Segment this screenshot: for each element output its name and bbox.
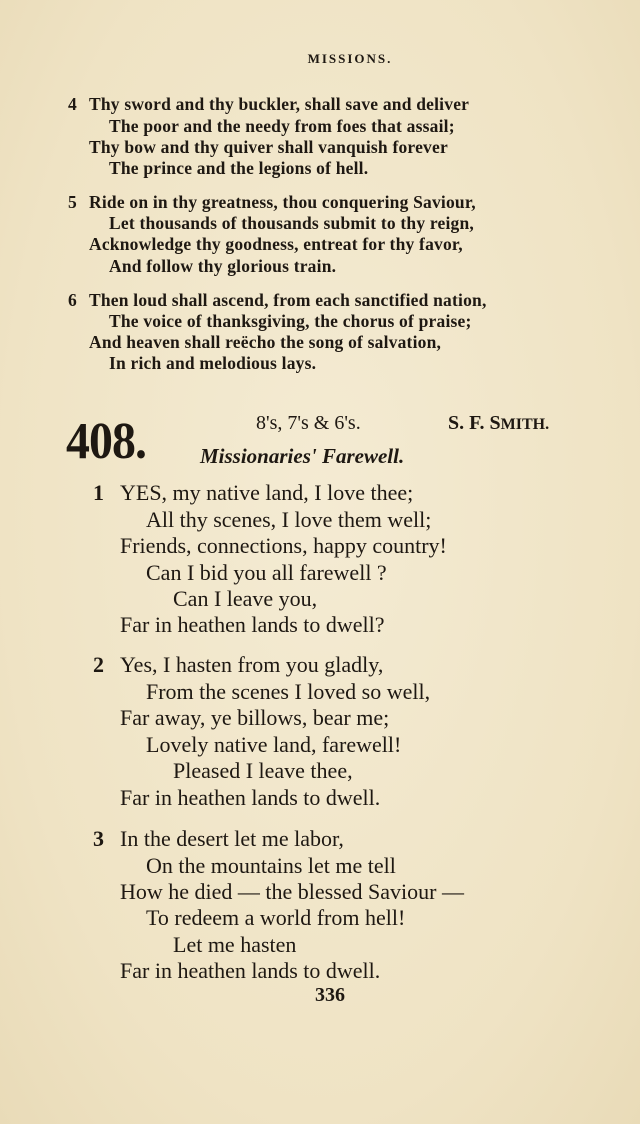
stanza-number: 2 xyxy=(93,652,104,677)
hymn-author xyxy=(448,412,549,435)
verse-line: How he died — the blessed Saviour — xyxy=(120,879,464,904)
verse-line: Yes, I hasten from you gladly, xyxy=(120,652,384,677)
stanza-number: 5 xyxy=(68,192,77,212)
verse-line: Far in heathen lands to dwell. xyxy=(120,958,381,983)
hymn-number: 408. xyxy=(66,413,147,470)
verse-line: On the mountains let me tell xyxy=(146,853,396,878)
verse-line: Far in heathen lands to dwell. xyxy=(120,785,381,810)
verse-line: The prince and the legions of hell. xyxy=(109,158,369,178)
verse-line: Thy sword and thy buckler, shall save and deliver xyxy=(89,94,470,114)
verse-line: Let me hasten xyxy=(173,932,297,957)
author-initials: S. F. S xyxy=(448,412,501,434)
verse-line: To redeem a world from hell! xyxy=(146,905,406,930)
page-number: 336 xyxy=(315,984,345,1006)
verse-line: Thy bow and thy quiver shall vanquish forever xyxy=(89,137,448,157)
verse-line: YES, my native land, I love thee; xyxy=(120,480,414,505)
verse-line: Ride on in thy greatness, thou conquering Saviour, xyxy=(89,192,476,212)
verse-line: The voice of thanksgiving, the chorus of praise; xyxy=(109,311,472,331)
verse-line: In the desert let me labor, xyxy=(120,826,344,851)
verse-line: Acknowledge thy goodness, entreat for thy favor, xyxy=(89,234,463,254)
verse-line: Can I leave you, xyxy=(173,586,318,611)
verse-line: In rich and melodious lays. xyxy=(109,353,317,373)
author-surname-rest: MITH. xyxy=(500,416,550,433)
verse-line: Then loud shall ascend, from each sanctified nation, xyxy=(89,290,487,310)
stanza-number: 1 xyxy=(93,480,104,505)
verse-line: Far in heathen lands to dwell? xyxy=(120,612,385,637)
verse-line: Pleased I leave thee, xyxy=(173,758,353,783)
verse-line: Lovely native land, farewell! xyxy=(146,732,402,757)
stanza-number: 3 xyxy=(93,826,104,851)
hymn-title: Missionaries' Farewell. xyxy=(200,444,405,468)
verse-line: And heaven shall reëcho the song of salvation, xyxy=(89,332,442,352)
stanza-number: 4 xyxy=(68,94,77,114)
stanza-number: 6 xyxy=(68,290,77,310)
verse-line: The poor and the needy from foes that assail; xyxy=(109,116,455,136)
verse-line: Far away, ye billows, bear me; xyxy=(120,705,390,730)
verse-line: Can I bid you all farewell ? xyxy=(146,560,387,585)
running-head: MISSIONS. xyxy=(307,51,393,66)
hymn-meter: 8's, 7's & 6's. xyxy=(256,412,361,434)
verse-line: Let thousands of thousands submit to thy reign, xyxy=(109,213,474,233)
verse-line: From the scenes I loved so well, xyxy=(146,679,431,704)
verse-line: All thy scenes, I love them well; xyxy=(146,507,432,532)
verse-line: Friends, connections, happy country! xyxy=(120,533,447,558)
verse-line: And follow thy glorious train. xyxy=(109,256,337,276)
